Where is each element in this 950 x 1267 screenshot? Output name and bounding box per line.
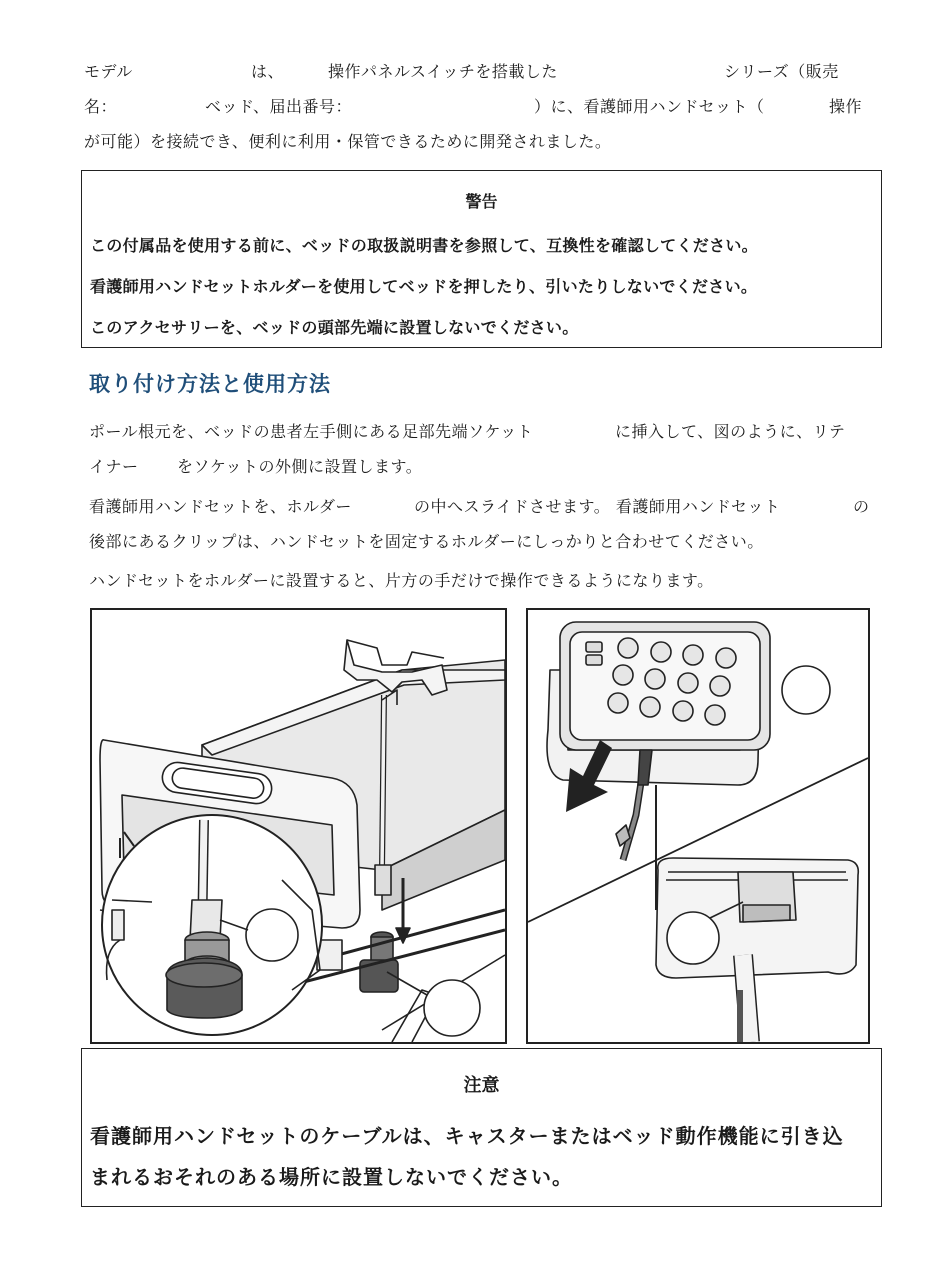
intro-text: 操作パネルスイッチを搭載した [328,62,558,81]
intro-text: ）に、看護師用ハンドセット（ [534,97,765,116]
section-text: をソケットの外側に設置します。 [177,457,423,476]
section-text: ポール根元を、ベッドの患者左手側にある足部先端ソケット [89,422,534,441]
section-text: の中へスライドさせます。 看護師用ハンドセット [414,497,781,516]
intro-text: モデル [84,62,133,81]
caution-line: 看護師用ハンドセットのケーブルは、キャスターまたはベッド動作機能に引き込 [90,1124,844,1148]
section-text: に挿入して、図のように、リテ [615,422,846,441]
caution-line: まれるおそれのある場所に設置しないでください。 [90,1165,573,1189]
intro-text: 操作 [829,97,863,116]
warning-line: この付属品を使用する前に、ベッドの取扱説明書を参照して、互換性を確認してください。 [90,236,758,255]
intro-text: シリーズ（販売 [724,62,839,81]
section-para-2-line-2: 後部にあるクリップは、ハンドセットを固定するホルダーにしっかりと合わせてください。 [89,532,764,551]
intro-line-3: が可能）を接続でき、便利に利用・保管できるために開発されました。 [84,132,612,151]
intro-text: ベッド、届出番号： [205,97,353,116]
figure-handset-holder [526,608,870,1044]
warning-title: 警告 [465,192,498,211]
figure-bed-pole-installation [90,608,507,1044]
warning-box [81,170,882,348]
caution-box [81,1048,882,1207]
section-heading: 取り付け方法と使用方法 [89,372,331,396]
section-para-3: ハンドセットをホルダーに設置すると、片方の手だけで操作できるようになります。 [89,571,714,590]
intro-text: 名： [84,97,118,116]
handset-illustration [528,610,868,1042]
caution-title: 注意 [463,1075,500,1096]
warning-line: このアクセサリーを、ベッドの頭部先端に設置しないでください。 [90,318,579,337]
intro-text: は、 [251,62,285,81]
bed-pole-illustration [92,610,505,1042]
section-text: の [853,497,870,516]
warning-line: 看護師用ハンドセットホルダーを使用してベッドを押したり、引いたりしないでください。 [90,277,758,296]
section-text: イナー [89,457,139,476]
section-text: 看護師用ハンドセットを、ホルダー [89,497,352,516]
